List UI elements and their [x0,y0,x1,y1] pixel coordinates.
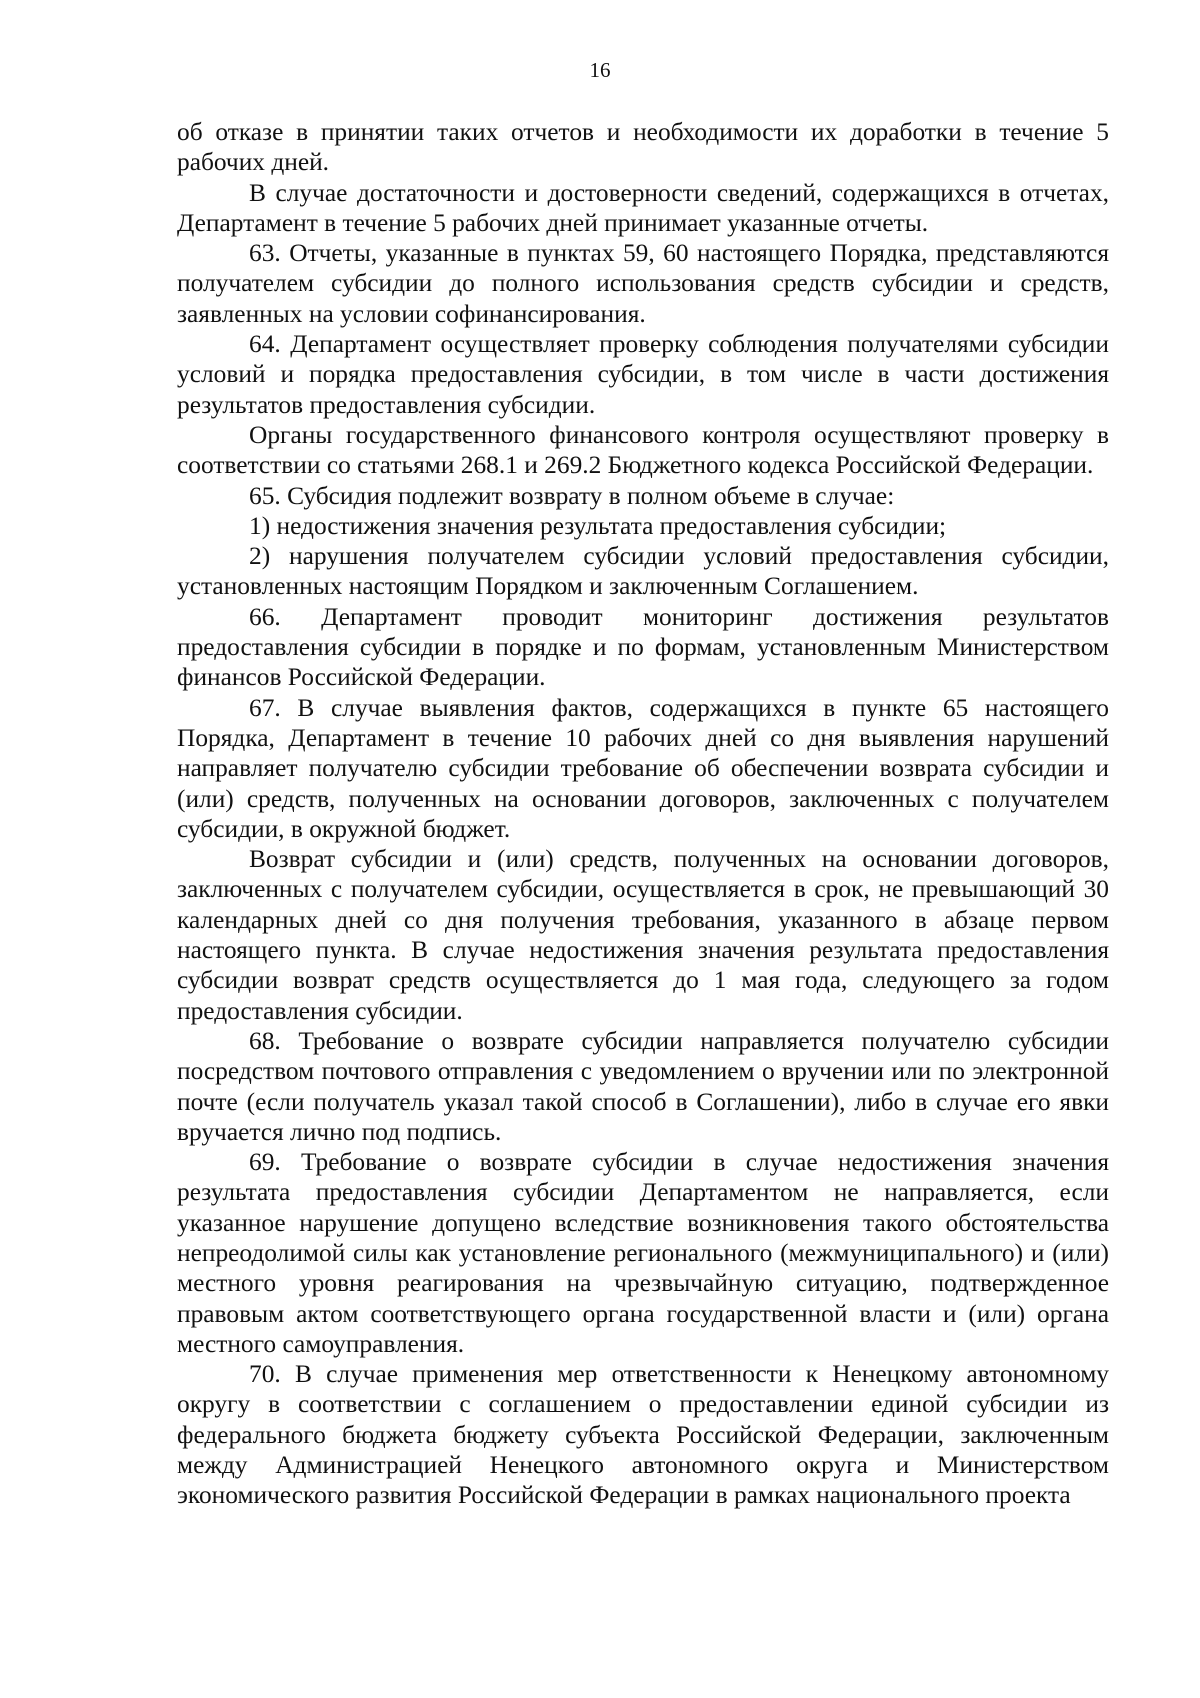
paragraph: 70. В случае применения мер ответственности к Ненецкому автономному округу в соответствии с соглашением о предоставлении единой субсидии из федерального бюджета бюджету субъекта Российской Федерации, заключенным между Администрацией Ненецкого автономного округа и Министерством экономического развития Российской Федерации в рамках национального проекта [177,1360,1109,1510]
paragraph: 69. Требование о возврате субсидии в случае недостижения значения результата предоставления субсидии Департаментом не направляется, если указанное нарушение допущено вследствие возникновения такого обстоятельства непреодолимой силы как установление регионального (межмуниципального) и (или) местного уровня реагирования на чрезвычайную ситуацию, подтвержденное правовым актом соответствующего органа государственной власти и (или) органа местного самоуправления. [177,1148,1109,1358]
paragraph: 65. Субсидия подлежит возврату в полном объеме в случае: [249,481,895,510]
paragraph: В случае достаточности и достоверности сведений, содержащихся в отчетах, Департамент в течение 5 рабочих дней принимает указанные отчеты. [177,178,1109,237]
paragraph: об отказе в принятии таких отчетов и необходимости их доработки в течение 5 рабочих дней. [177,118,1109,177]
page-number: 16 [589,58,611,82]
paragraph: 2) нарушения получателем субсидии условий предоставления субсидии, установленных настоящим Порядком и заключенным Соглашением. [177,542,1109,601]
paragraph: 66. Департамент проводит мониторинг достижения результатов предоставления субсидии в порядке и по формам, установленным Министерством финансов Российской Федерации. [177,602,1109,692]
paragraph: 1) недостижения значения результата предоставления субсидии; [249,511,947,540]
paragraph: 63. Отчеты, указанные в пунктах 59, 60 настоящего Порядка, представляются получателем субсидии до полного использования средств субсидии и средств, заявленных на условии софинансирования. [177,239,1109,328]
paragraph: 64. Департамент осуществляет проверку соблюдения получателями субсидии условий и порядка предоставления субсидии, в том числе в части достижения результатов предоставления субсидии. [177,330,1109,419]
paragraph: Возврат субсидии и (или) средств, полученных на основании договоров, заключенных с получателем субсидии, осуществляется в срок, не превышающий 30 календарных дней со дня получения требования, указанного в абзаце первом настоящего пункта. В случае недостижения значения результата предоставления субсидии возврат средств осуществляется до 1 мая года, следующего за годом предоставления субсидии. [177,845,1109,1025]
paragraph: Органы государственного финансового контроля осуществляют проверку в соответствии со статьями 268.1 и 269.2 Бюджетного кодекса Российской Федерации. [177,420,1109,480]
document-body [177,117,1109,1511]
paragraph: 67. В случае выявления фактов, содержащихся в пункте 65 настоящего Порядка, Департамент в течение 10 рабочих дней со дня выявления нарушений направляет получателю субсидии требование об обеспечении возврата субсидии и (или) средств, полученных на основании договоров, заключенных с получателем субсидии, в окружной бюджет. [177,693,1109,843]
paragraph: 68. Требование о возврате субсидии направляется получателю субсидии посредством почтового отправления с уведомлением о вручении или по электронной почте (если получатель указал такой способ в Соглашении), либо в случае его явки вручается лично под подпись. [177,1026,1109,1146]
